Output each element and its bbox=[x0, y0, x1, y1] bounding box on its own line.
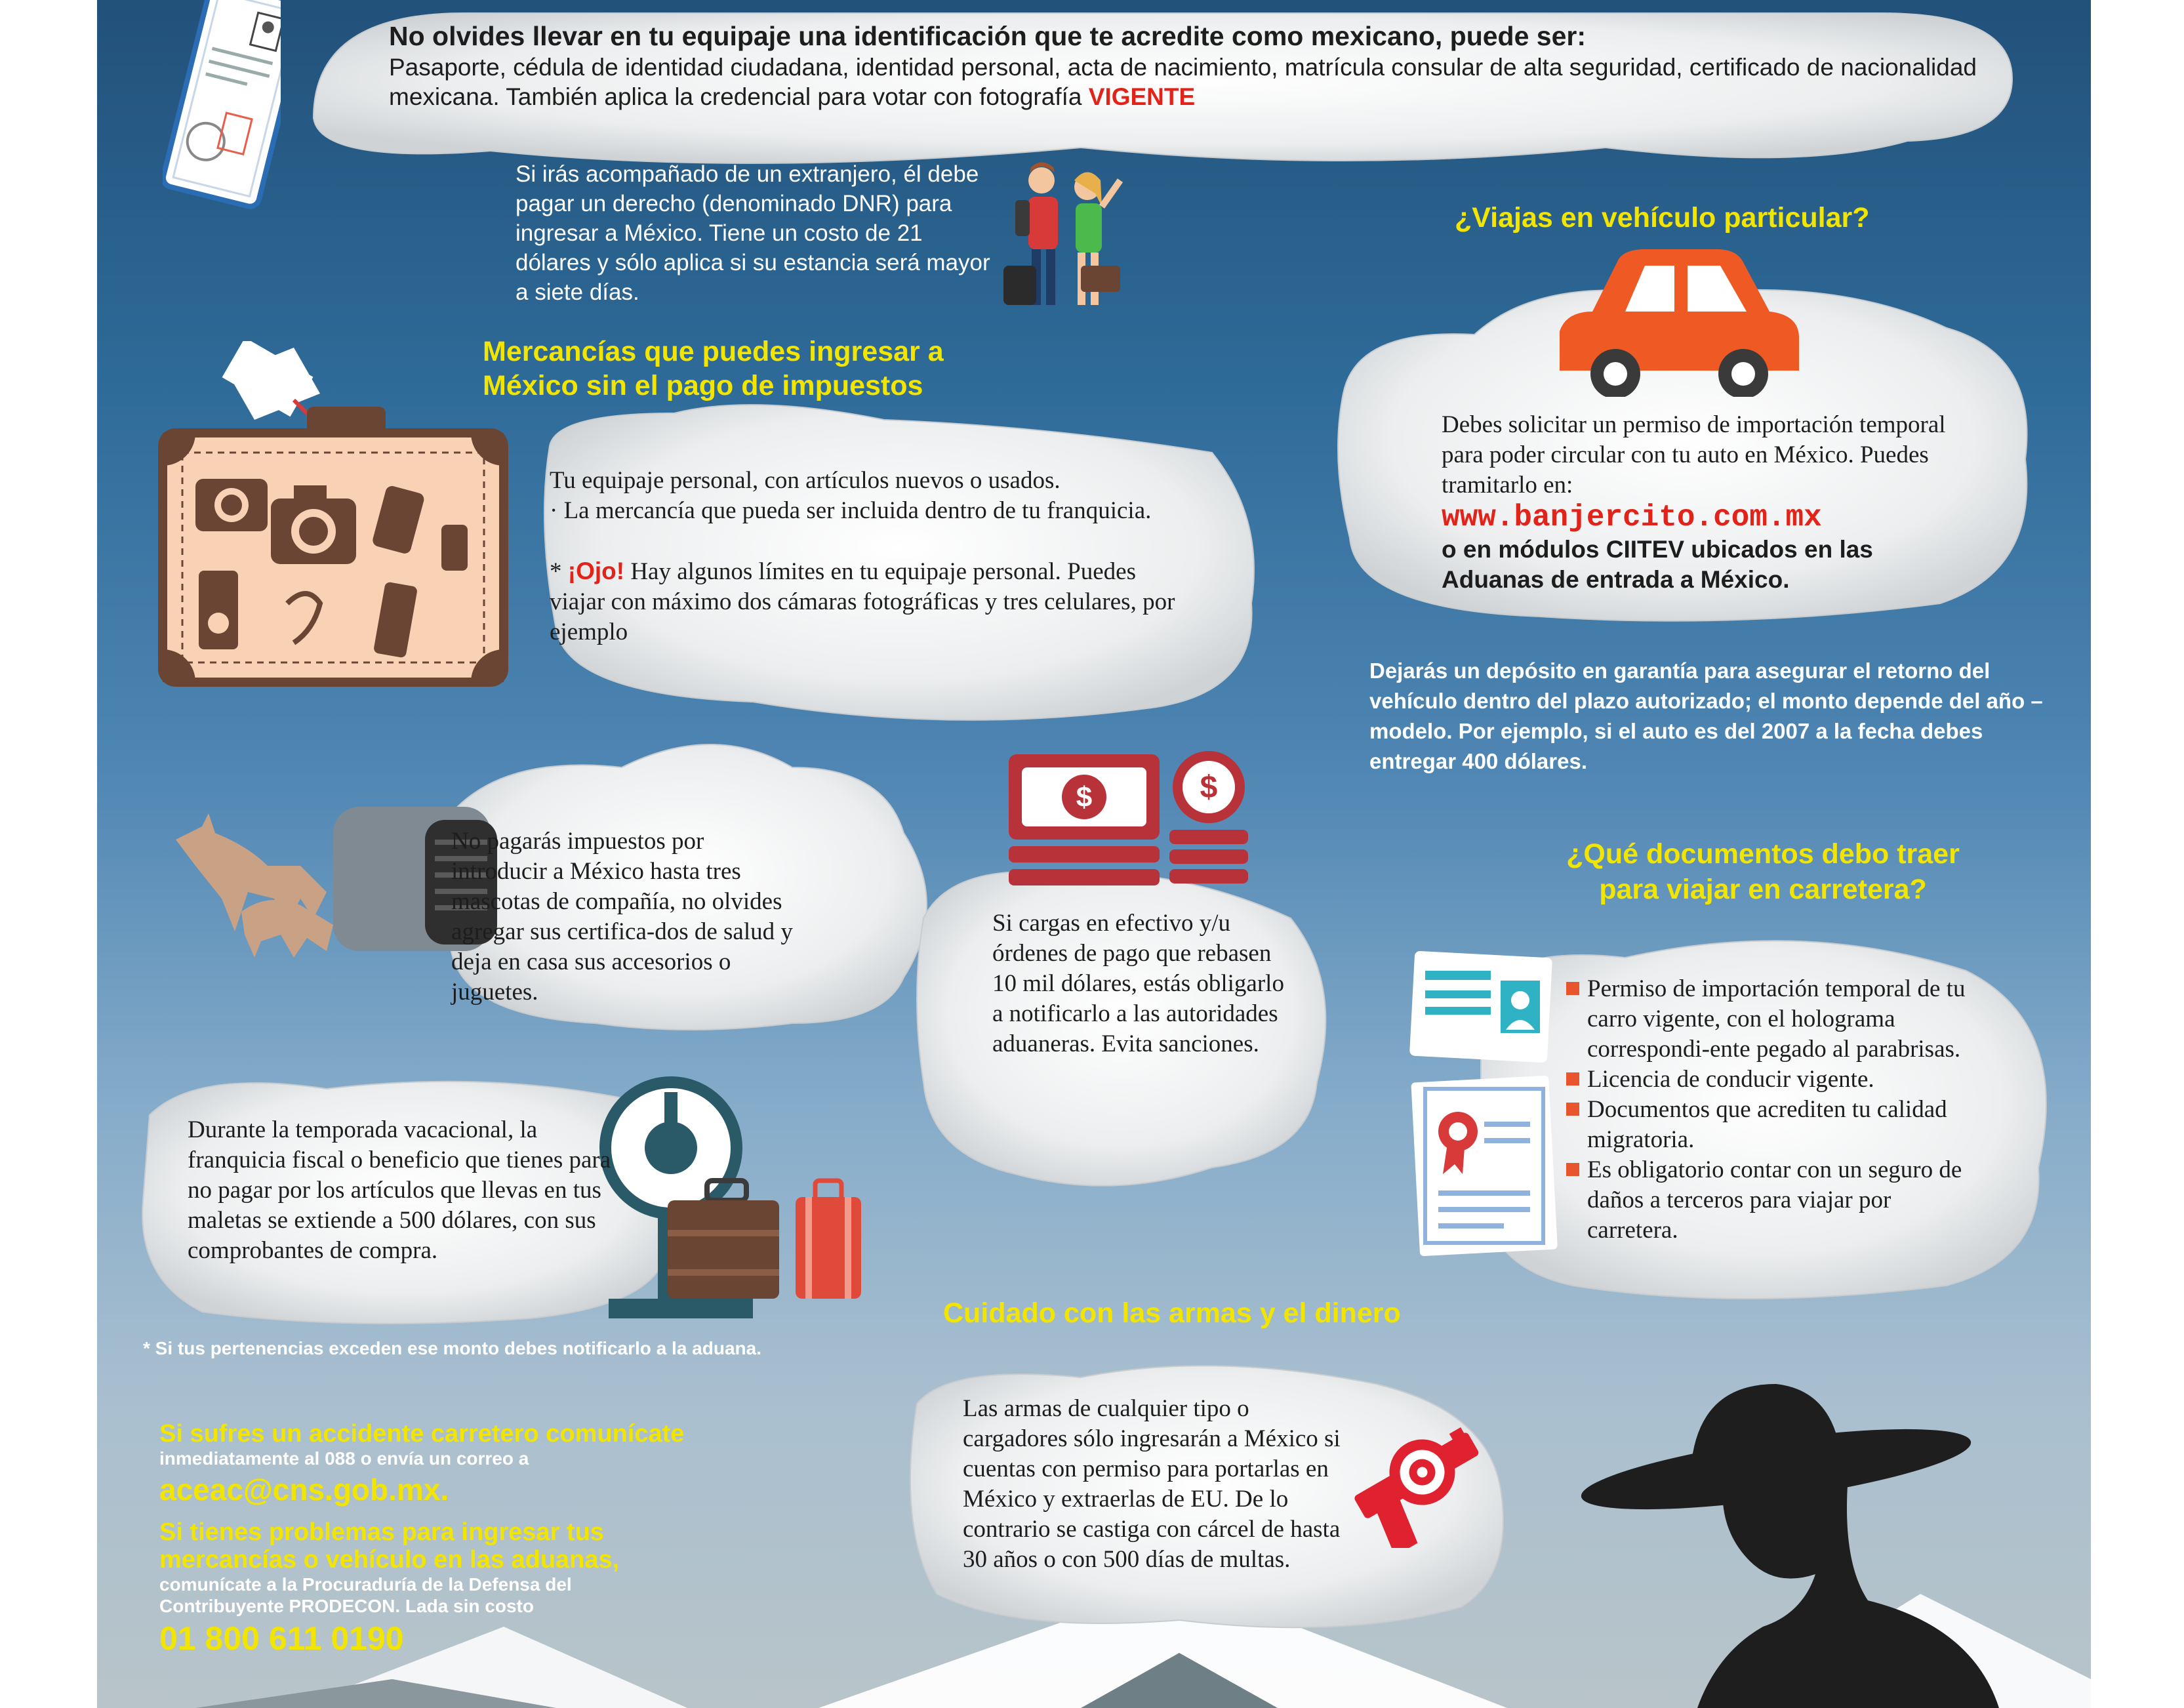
ojo-asterisk: * bbox=[550, 558, 568, 585]
problems-title: Si tienes problemas para ingresar tus mercancías o vehículo en las aduanas, bbox=[159, 1518, 620, 1574]
license-card-icon bbox=[1409, 951, 1560, 1069]
document-item: Licencia de conducir vigente. bbox=[1566, 1065, 1986, 1095]
svg-text:$: $ bbox=[1200, 770, 1218, 805]
id-notice-highlight: VIGENTE bbox=[1088, 83, 1196, 110]
weapons-title: Cuidado con las armas y el dinero bbox=[943, 1297, 1401, 1329]
infographic-poster bbox=[97, 0, 2091, 1708]
car-icon bbox=[1547, 246, 1802, 397]
id-notice-body bbox=[389, 52, 2068, 112]
accident-subtitle: inmediatamente al 088 o envía un correo a bbox=[159, 1448, 529, 1469]
pets-text: No pagarás impuestos por introducir a México hasta tres mascotas de compañía, no olvides agregar sus certifica-dos de salud y deja en casa sus accesorios o juguetes. bbox=[451, 828, 793, 1006]
certificate-icon bbox=[1409, 1076, 1560, 1259]
cash-icon bbox=[1002, 748, 1258, 899]
weapons-text: Las armas de cualquier tipo o cargadores sólo ingresarán a México si cuentas con permiso para portarlas en México y extraerlas de EU. De lo contrario se castiga con cárcel de hasta 30 años o con 500 días de multas. bbox=[963, 1395, 1341, 1573]
prodecon-phone[interactable]: 01 800 611 0190 bbox=[159, 1620, 404, 1657]
banjercito-link[interactable]: www.banjercito.com.mx bbox=[1442, 500, 1822, 535]
cash-text: Si cargas en efectivo y/u órdenes de pago que rebasen 10 mil dólares, estás obligarlo a notificarlo a las autoridades aduaneras. Evita sanciones. bbox=[992, 910, 1284, 1057]
vehicle-title: ¿Viajas en vehículo particular? bbox=[1455, 202, 1870, 234]
document-item: Es obligatorio contar con un seguro de daños a terceros para viajar por carretera. bbox=[1566, 1155, 1986, 1246]
vehicle-deposit: Dejarás un depósito en garantía para asegurar el retorno del vehículo dentro del plazo autorizado; el monto depende del año – modelo. Por ejemplo, si el auto es del 2007 a la fecha debes entregar 400 dólares. bbox=[1369, 659, 2043, 773]
merchandise-limits: Hay algunos límites en tu equipaje personal. Puedes viajar con máximo dos cámaras fotográficas y tres celulares, por ejemplo bbox=[550, 558, 1175, 645]
merchandise-text bbox=[550, 466, 1179, 647]
vehicle-permit-text: Debes solicitar un permiso de importación temporal para poder circular con tu auto en México. Puedes tramitarlo en: bbox=[1442, 411, 1946, 498]
vehicle-ciitev-text: o en módulos CIITEV ubicados en las Aduanas de entrada a México. bbox=[1442, 536, 1873, 593]
document-item: Permiso de importación temporal de tu carro vigente, con el holograma correspondi-ente pegado al parabrisas. bbox=[1566, 974, 1986, 1065]
season-text: Durante la temporada vacacional, la franquicia fiscal o beneficio que tienes para no pagar por los artículos que llevas en tus maletas se extiende a 500 dólares, con sus comprobantes de compra. bbox=[188, 1116, 611, 1264]
merchandise-item-2: · La mercancía que pueda ser incluida dentro de tu franquicia. bbox=[550, 497, 1152, 524]
svg-text:$: $ bbox=[1076, 781, 1093, 813]
contact-info bbox=[159, 1420, 717, 1660]
merchandise-warning bbox=[550, 556, 1179, 647]
travelers-icon bbox=[1002, 154, 1133, 318]
id-notice-text: Pasaporte, cédula de identidad ciudadana, identidad personal, acta de nacimiento, matrícula consular de alta seguridad, certificado de nacionalidad mexicana. También aplica la credencial para votar con fotografía bbox=[389, 54, 1977, 110]
documents-title: ¿Qué documentos debo traer para viajar en carretera? bbox=[1566, 838, 1960, 905]
problems-subtitle: comunícate a la Procuraduría de la Defensa del Contribuyente PRODECON. Lada sin costo bbox=[159, 1574, 572, 1616]
ojo-label: ¡Ojo! bbox=[567, 558, 625, 584]
merchandise-title: Mercancías que puedes ingresar a México sin el pago de impuestos bbox=[483, 336, 944, 401]
foreigner-note: Si irás acompañado de un extranjero, él debe pagar un derecho (denominado DNR) para ingresar a México. Tiene un costo de 21 dólares y sólo aplica si su estancia será mayor a siete días. bbox=[516, 161, 990, 305]
documents-list bbox=[1566, 974, 1986, 1246]
vehicle-text bbox=[1442, 410, 1953, 595]
cowboy-silhouette bbox=[1577, 1384, 1999, 1708]
document-item: Documentos que acrediten tu calidad migratoria. bbox=[1566, 1095, 1986, 1155]
accident-email[interactable]: aceac@cns.gob.mx. bbox=[159, 1473, 449, 1507]
accident-title: Si sufres un accidente carretero comunícate bbox=[159, 1420, 685, 1448]
id-document-icon bbox=[163, 0, 281, 216]
merchandise-item-1: Tu equipaje personal, con artículos nuevos o usados. bbox=[550, 467, 1061, 494]
id-notice-heading: No olvides llevar en tu equipaje una identificación que te acredite como mexicano, puede ser: bbox=[389, 21, 1587, 51]
suitcase-icon bbox=[150, 341, 517, 715]
gun-icon bbox=[1343, 1423, 1494, 1548]
season-footnote: * Si tus pertenencias exceden ese monto debes notificarlo a la aduana. bbox=[143, 1338, 761, 1358]
luggage-icon bbox=[661, 1174, 871, 1305]
